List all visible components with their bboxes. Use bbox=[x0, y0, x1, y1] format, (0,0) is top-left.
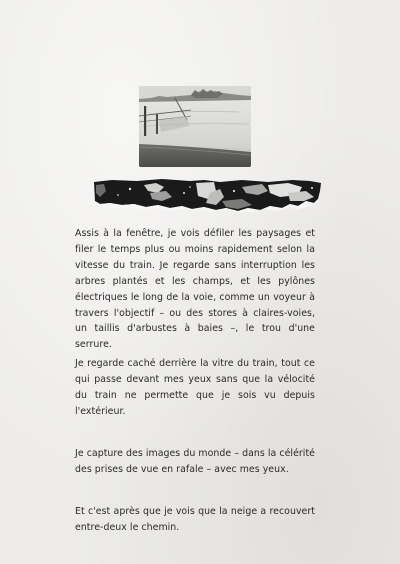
text-body bbox=[75, 226, 315, 536]
torn-strip-photo bbox=[92, 179, 322, 212]
torn-strip-image bbox=[92, 179, 322, 212]
paragraph-4: Et c'est après que je vois que la neige a recouvert entre-deux le chemin. bbox=[75, 505, 315, 533]
snow-field-photo-image bbox=[139, 86, 251, 167]
paragraph-3: Je capture des images du monde – dans la célérité des prises de vue en rafale – avec mes yeux. bbox=[75, 447, 315, 475]
paragraph-2: Je regarde caché derrière la vitre du train, tout ce qui passe devant mes yeux sans que la vélocité du train ne permette que je sois vu depuis l'extérieur. bbox=[75, 358, 315, 417]
paragraph-1: Assis à la fenêtre, je vois défiler les paysages et filer le temps plus ou moins rapidement selon la vitesse du train. Je regarde sans interruption les arbres plantés et les champs, et les pylônes électriques le long de la voie, comme un voyeur à travers l'objectif – ou des stores à claires-voies, un taillis d'arbustes à baies –, le trou d'une serrure. bbox=[75, 228, 315, 351]
snow-field-photo bbox=[139, 86, 251, 167]
